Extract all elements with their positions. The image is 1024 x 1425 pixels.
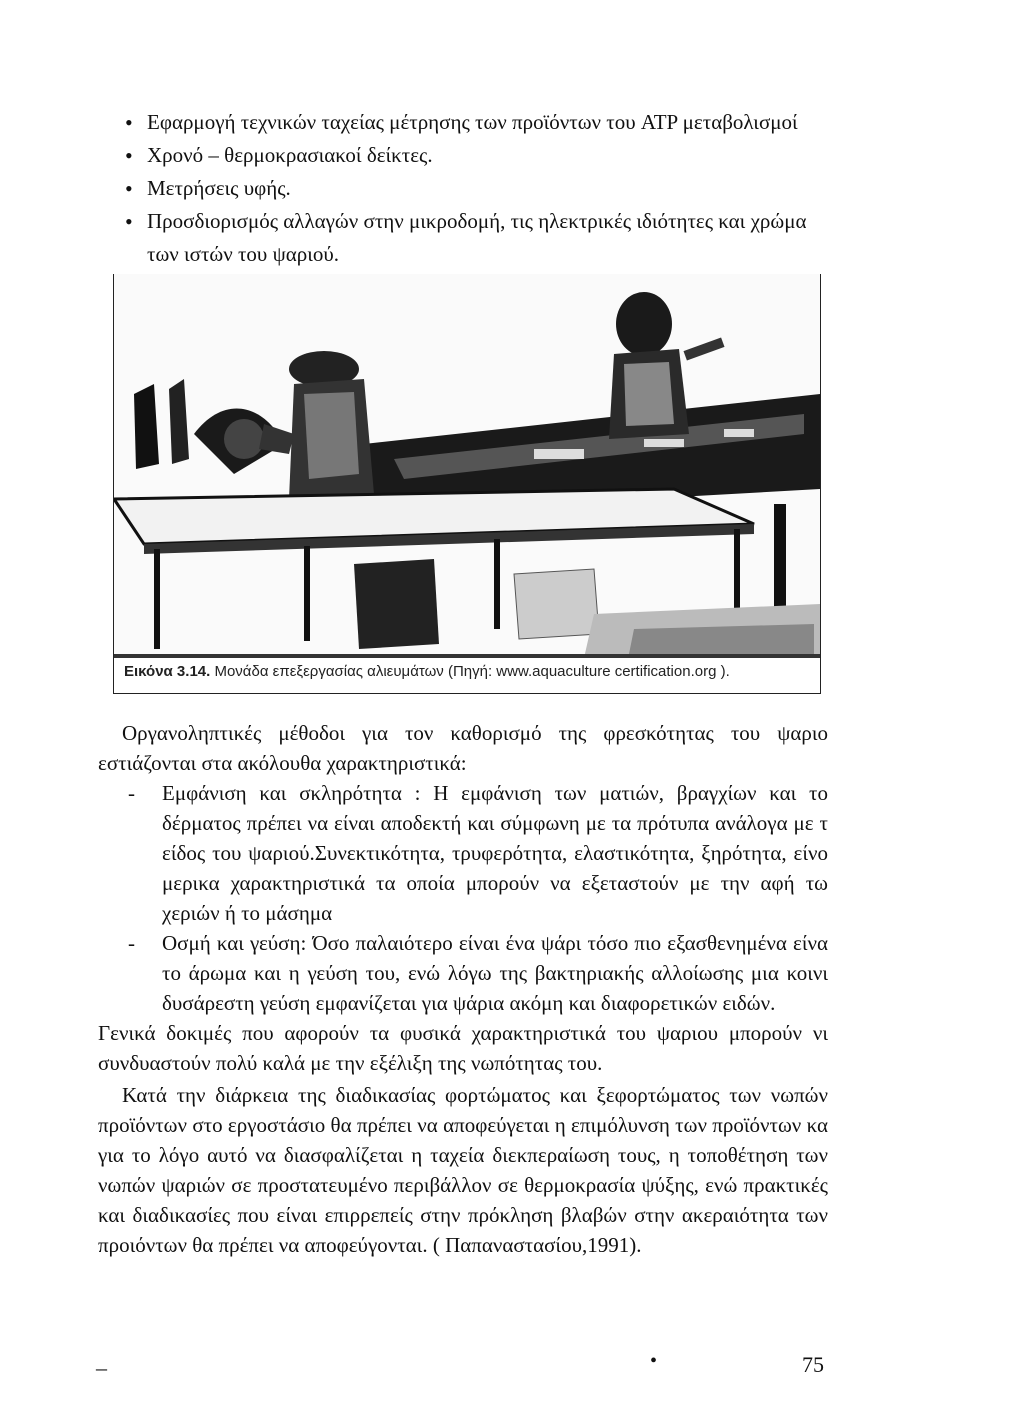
dash-marker: - (128, 931, 135, 955)
dash-item-text: Εμφάνιση και σκληρότητα : Η εμφάνιση των ματιών, βραγχίων και το δέρματος πρέπει να είναι αποδεκτή και σύμφωνη με τα πρότυπα ανάλογα με τ είδος του ψαριού.Συνεκτικότητα, τρυφερότητα, ελαστικότητα, ξηρότητα, είνο μερικα χαρακτηριστικά τα οποία μπορούν να εξεταστούν με την αφή τω χεριών ή το μάσημα (162, 781, 828, 925)
dash-list-item (98, 928, 828, 1018)
page-number: 75 (802, 1352, 824, 1377)
bullet-item: • Μετρήσεις υφής. (125, 172, 825, 205)
footer-dot: • (650, 1350, 658, 1372)
body-text (98, 718, 828, 1260)
paragraph: Κατά την διάρκεια της διαδικασίας φορτώματος και ξεφορτώματος των νωπών προϊόντων στο εργοστάσιο θα πρέπει να αποφεύγεται η επιμόλυνση των προϊόντων κα για το λόγο αυτό να διασφαλίζεται η ταχεία διεκπεραίωση τους, η τοποθέτηση των νωπών ψαριών σε προστατευμένο περιβάλλον σε θερμοκρασία ψύξης, ενώ πρακτικές και διαδικασίες που είναι επιρρεπείς στην πρόκληση βλαβών στην ακεραιότητα των προιόντων θα πρέπει να αποφεύγονται. ( Παπαναστασίου,1991). (98, 1083, 828, 1257)
figure-caption (124, 663, 730, 680)
paragraph: Γενικά δοκιμές που αφορούν τα φυσικά χαρακτηριστικά του ψαριου μπορούν νι συνδυαστούν πολύ καλά με την εξέλιξη της νωπότητας του. (98, 1021, 828, 1075)
bullet-list (125, 106, 825, 271)
dash-item-text: Οσμή και γεύση: Όσο παλαιότερο είναι ένα ψάρι τόσο πιο εξασθενημένα είνα το άρωμα και η γεύση του, ενώ λόγω της βακτηριακής αλλοίωσης μια κοινι δυσάρεστη γεύση εμφανίζεται για ψάρια ακόμη και διαφορετικών ειδών. (162, 931, 828, 1015)
figure-label: Εικόνα 3.14. (124, 663, 211, 680)
footer-mark: – (96, 1355, 107, 1380)
dash-list-item (98, 778, 828, 928)
bullet-item: • Εφαρμογή τεχνικών ταχείας μέτρησης των προϊόντων του ATP μεταβολισμοί (125, 106, 825, 139)
figure-caption-text: Μονάδα επεξεργασίας αλιευμάτων (Πηγή: www.aquaculture certification.org ). (214, 663, 730, 680)
bullet-item: • Χρονό – θερμοκρασιακοί δείκτες. (125, 139, 825, 172)
fish-processing-photo (114, 274, 820, 658)
figure (113, 274, 821, 694)
dash-marker: - (128, 781, 135, 805)
bullet-item: • Προσδιορισμός αλλαγών στην μικροδομή, τις ηλεκτρικές ιδιότητες και χρώμα των ιστών του ψαριού. (125, 205, 825, 271)
intro-paragraph: Οργανοληπτικές μέθοδοι για τον καθορισμό της φρεσκότητας του ψαριο εστιάζονται στα ακόλουθα χαρακτηριστικά: (98, 721, 828, 775)
